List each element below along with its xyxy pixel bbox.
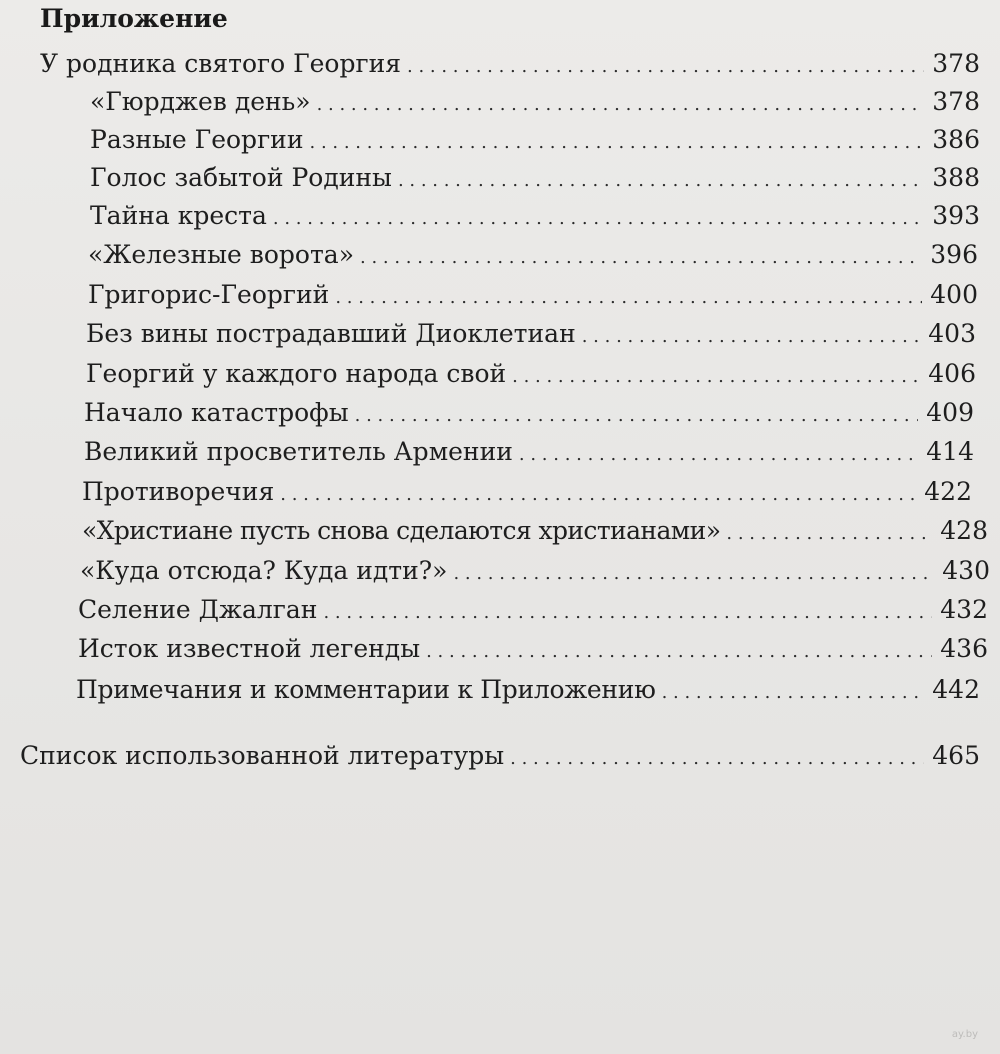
toc-entry-page: 432 bbox=[940, 595, 988, 624]
toc-entry-title: «Христиане пусть снова сделаются христианами» bbox=[82, 516, 721, 545]
toc-entry bbox=[86, 315, 976, 353]
dot-leader bbox=[317, 83, 925, 121]
dot-leader bbox=[512, 355, 920, 393]
toc-entry-page: 422 bbox=[924, 477, 972, 506]
dot-leader bbox=[360, 236, 922, 274]
dot-leader bbox=[280, 473, 916, 511]
toc-entry-page: 406 bbox=[928, 359, 976, 388]
toc-entry-page: 396 bbox=[930, 240, 978, 269]
toc-entry-page: 436 bbox=[940, 634, 988, 663]
toc-entry bbox=[88, 276, 978, 314]
dot-leader bbox=[273, 197, 924, 235]
toc-entry-page: 403 bbox=[928, 319, 976, 348]
toc-entry-title: Начало катастрофы bbox=[84, 398, 349, 427]
dot-leader bbox=[335, 276, 922, 314]
toc-entry bbox=[90, 159, 980, 197]
toc-entry-page: 465 bbox=[932, 741, 980, 770]
toc-entry bbox=[84, 394, 974, 432]
toc-entry-title: Примечания и комментарии к Приложению bbox=[76, 675, 656, 704]
toc-entry bbox=[40, 45, 980, 83]
dot-leader bbox=[407, 45, 924, 83]
toc-entry bbox=[82, 512, 988, 550]
toc-entry-page: 393 bbox=[932, 201, 980, 230]
toc-entry-page: 378 bbox=[932, 49, 980, 78]
dot-leader bbox=[398, 159, 924, 197]
dot-leader bbox=[453, 552, 934, 590]
toc-entry-title: Селение Джалган bbox=[78, 595, 318, 624]
toc-entry-title: Великий просветитель Армении bbox=[84, 437, 513, 466]
toc-entry-title: Без вины пострадавший Диоклетиан bbox=[86, 319, 576, 348]
toc-entry-title: Исток известной легенды bbox=[78, 634, 421, 663]
toc-entry-page: 414 bbox=[926, 437, 974, 466]
dot-leader bbox=[355, 394, 919, 432]
toc-entry bbox=[78, 630, 988, 668]
toc-entry-page: 428 bbox=[940, 516, 988, 545]
toc-entry-title: У родника святого Георгия bbox=[40, 49, 402, 78]
toc-entry bbox=[84, 433, 974, 471]
toc-entry-title: «Железные ворота» bbox=[88, 240, 355, 269]
dot-leader bbox=[662, 671, 925, 709]
toc-entry-title: Разные Георгии bbox=[90, 125, 304, 154]
toc-entry-title: «Куда отсюда? Куда идти?» bbox=[80, 556, 448, 585]
toc-entry-title: Григорис-Георгий bbox=[88, 280, 330, 309]
toc-entry bbox=[78, 591, 988, 629]
toc-entry bbox=[88, 236, 978, 274]
dot-leader bbox=[519, 433, 918, 471]
watermark: ay.by bbox=[951, 1029, 978, 1040]
toc-entry-title: Список использованной литературы bbox=[20, 741, 505, 770]
dot-leader bbox=[582, 315, 921, 353]
dot-leader bbox=[726, 512, 932, 550]
dot-leader bbox=[510, 737, 924, 775]
toc-entry-title: Противоречия bbox=[82, 477, 275, 506]
toc-entry-page: 386 bbox=[932, 125, 980, 154]
toc-entry bbox=[86, 355, 976, 393]
toc-entry bbox=[90, 83, 980, 121]
toc-entry-title: Георгий у каждого народа свой bbox=[86, 359, 507, 388]
toc-entry-title: «Гюрджев день» bbox=[90, 87, 311, 116]
toc-entry bbox=[20, 737, 980, 775]
toc-entry-title: Голос забытой Родины bbox=[90, 163, 392, 192]
toc-entry-page: 388 bbox=[932, 163, 980, 192]
toc-entry-page: 442 bbox=[932, 675, 980, 704]
toc-entry-page: 378 bbox=[932, 87, 980, 116]
toc-entry bbox=[82, 473, 972, 511]
toc-entry-page: 430 bbox=[942, 556, 990, 585]
dot-leader bbox=[310, 121, 925, 159]
toc-entry bbox=[90, 121, 980, 159]
toc-entry bbox=[90, 197, 980, 235]
toc-entry bbox=[76, 671, 980, 709]
toc-entry-page: 409 bbox=[926, 398, 974, 427]
toc-entry-title: Тайна креста bbox=[90, 201, 267, 230]
section-title: Приложение bbox=[40, 4, 228, 33]
dot-leader bbox=[426, 630, 932, 668]
toc-entry bbox=[80, 552, 990, 590]
dot-leader bbox=[323, 591, 932, 629]
toc-entry-page: 400 bbox=[930, 280, 978, 309]
